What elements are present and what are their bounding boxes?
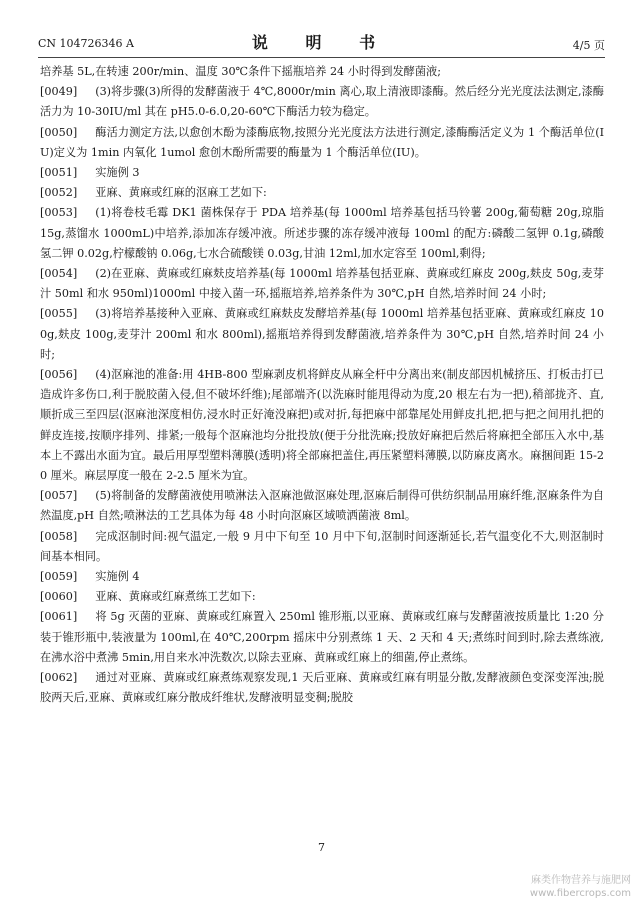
paragraph-0050 [40, 123, 604, 163]
page-header [38, 30, 605, 52]
paragraph-number: [0060] [40, 590, 78, 604]
paragraph-text: 完成沤制时间:视气温定,一般 9 月中下旬至 10 月中下旬,沤制时间逐渐延长,若气温变化不大,则沤制时间基本相同。 [40, 529, 604, 563]
paragraph-text: 酶活力测定方法,以愈创木酚为漆酶底物,按照分光光度法方法进行测定,漆酶酶活定义为 1 个酶活单位(IU)定义为 1min 内氧化 1umol 愈创木酚所需要的酶量为 1 个酶活单位(IU)。 [40, 125, 604, 159]
paragraph-text: 培养基 5L,在转速 200r/min、温度 30℃条件下摇瓶培养 24 小时得到发酵菌液; [40, 65, 442, 78]
paragraph-0054 [40, 264, 604, 304]
paragraph-text: (2)在亚麻、黄麻或红麻麸皮培养基(每 1000ml 培养基包括亚麻、黄麻或红麻皮 200g,麸皮 50g,麦芽汁 50ml 和水 950ml)1000ml 中接入菌一环,摇瓶培养,培养条件为 30℃,pH 自然,培养时间 24 小时; [40, 267, 604, 301]
paragraph-0061 [40, 607, 604, 668]
paragraph-number: [0056] [40, 368, 78, 382]
paragraph-0060 [40, 587, 604, 607]
paragraph-text: 通过对亚麻、黄麻或红麻煮练观察发现,1 天后亚麻、黄麻或红麻有明显分散,发酵液颜色变深变浑浊;脱胶两天后,亚麻、黄麻或红麻分散成纤维状,发酵液明显变稠;脱胶 [40, 671, 604, 705]
header-divider [38, 57, 605, 58]
paragraph-number: [0050] [40, 125, 78, 139]
document-body [40, 62, 604, 709]
paragraph-0055 [40, 304, 604, 365]
paragraph-0053 [40, 203, 604, 264]
paragraph-number: [0058] [40, 529, 78, 543]
paragraph-number: [0052] [40, 186, 78, 200]
paragraph-0059 [40, 567, 604, 587]
watermark-url: www.fibercrops.com [529, 888, 631, 899]
document-title: 说 明 书 [251, 33, 392, 52]
paragraph-text: (3)将培养基接种入亚麻、黄麻或红麻麸皮发酵培养基(每 1000ml 培养基包括亚麻、黄麻或红麻皮 100g,麸皮 100g,麦芽汁 200ml 和水 800ml),摇瓶培养得到发酵菌液,培养条件为 30℃,pH 自然,培养时间 24 小时; [40, 307, 604, 361]
paragraph-0062 [40, 668, 604, 708]
paragraph-text: 实施例 3 [95, 166, 140, 180]
watermark-site-name: 麻类作物营养与施肥网 [531, 875, 631, 886]
paragraph-number: [0062] [40, 671, 78, 685]
paragraph-number: [0055] [40, 307, 78, 321]
paragraph-text: (3)将步骤(3)所得的发酵菌液于 4℃,8000r/min 离心,取上清液即漆酶。然后经分光光度法法测定,漆酶活力为 10-30IU/ml 其在 pH5.0-6.0,20-60℃下酶活力较为稳定。 [40, 85, 604, 119]
paragraph-text: (1)将卷枝毛霉 DK1 菌株保存于 PDA 培养基(每 1000ml 培养基包括马铃薯 200g,葡萄糖 20g,琼脂 15g,蒸馏水 1000mL)中培养,添加冻存缓冲液。所述步骤的冻存缓冲液每 100ml 的配方:磷酸二氢钾 0.1g,磷酸氢二钾 0.02g,柠檬酸钠 0.06g,七水合硫酸镁 0.03g,甘油 12ml,加水定容至 100ml,剩得; [40, 206, 604, 260]
paragraph-text: 亚麻、黄麻或红麻的沤麻工艺如下: [95, 186, 267, 200]
paragraph-text: 将 5g 灭菌的亚麻、黄麻或红麻置入 250ml 锥形瓶,以亚麻、黄麻或红麻与发酵菌液按质量比 1:20 分装于锥形瓶中,装液量为 100ml,在 40℃,200rpm 摇床中分别煮练 1 天、2 天和 4 天;煮练时间到时,除去煮练液,在沸水浴中煮沸 5min,用自来水冲洗数次,以除去亚麻、黄麻或红麻上的细菌,停止煮练。 [40, 610, 604, 664]
paragraph-text: 亚麻、黄麻或红麻煮练工艺如下: [95, 590, 256, 604]
patent-number: CN 104726346 A [38, 37, 134, 50]
paragraph-0056 [40, 365, 604, 486]
paragraph-0057 [40, 486, 604, 526]
paragraph-number: [0049] [40, 85, 78, 99]
paragraph-number: [0059] [40, 570, 78, 584]
paragraph-0048-cont [40, 62, 604, 82]
paragraph-text: (5)将制备的发酵菌液使用喷淋法入沤麻池做沤麻处理,沤麻后制得可供纺织制品用麻纤维,沤麻条件为自然温度,pH 自然;喷淋法的工艺具体为每 48 小时向沤麻区域喷洒菌液 8ml。 [40, 489, 604, 523]
page-number-footer: 7 [318, 841, 325, 854]
paragraph-0049 [40, 82, 604, 122]
paragraph-number: [0061] [40, 610, 78, 624]
paragraph-number: [0054] [40, 267, 78, 281]
site-watermark [530, 874, 631, 900]
paragraph-0051 [40, 163, 604, 183]
paragraph-number: [0057] [40, 489, 78, 503]
paragraph-0052 [40, 183, 604, 203]
paragraph-text: 实施例 4 [95, 570, 140, 584]
paragraph-0058 [40, 527, 604, 567]
paragraph-number: [0053] [40, 206, 78, 220]
page-indicator: 4/5 页 [572, 39, 605, 52]
paragraph-number: [0051] [40, 166, 78, 180]
paragraph-text: (4)沤麻池的准备:用 4HB-800 型麻剥皮机将鲜皮从麻全杆中分离出来(制皮部因机械挤压、打板击打已造成许多伤口,利于脱胶菌入侵,但不破坏纤维);尾部端齐(以洗麻时能甩得动为度,20 根左右为一把),稍部拢齐、直,顺折成三至四层(沤麻池深度相仿,浸水时正好淹没麻把)或对折,每把麻中部靠尾处用鲜皮扎把,把与把之间用扎把的鲜皮连接,按顺序排列、排紧;一般每个沤麻池均分批投放(便于分批洗麻;投放好麻把后然后将麻把全部压入水中,基本上不露出水面为宜。最后用厚型塑料薄膜(透明)将全部麻把盖住,再压紧塑料薄膜,以防麻皮离水。麻捆间距 15-20 厘米。麻层厚度一般在 2-2.5 厘米为宜。 [40, 368, 604, 483]
